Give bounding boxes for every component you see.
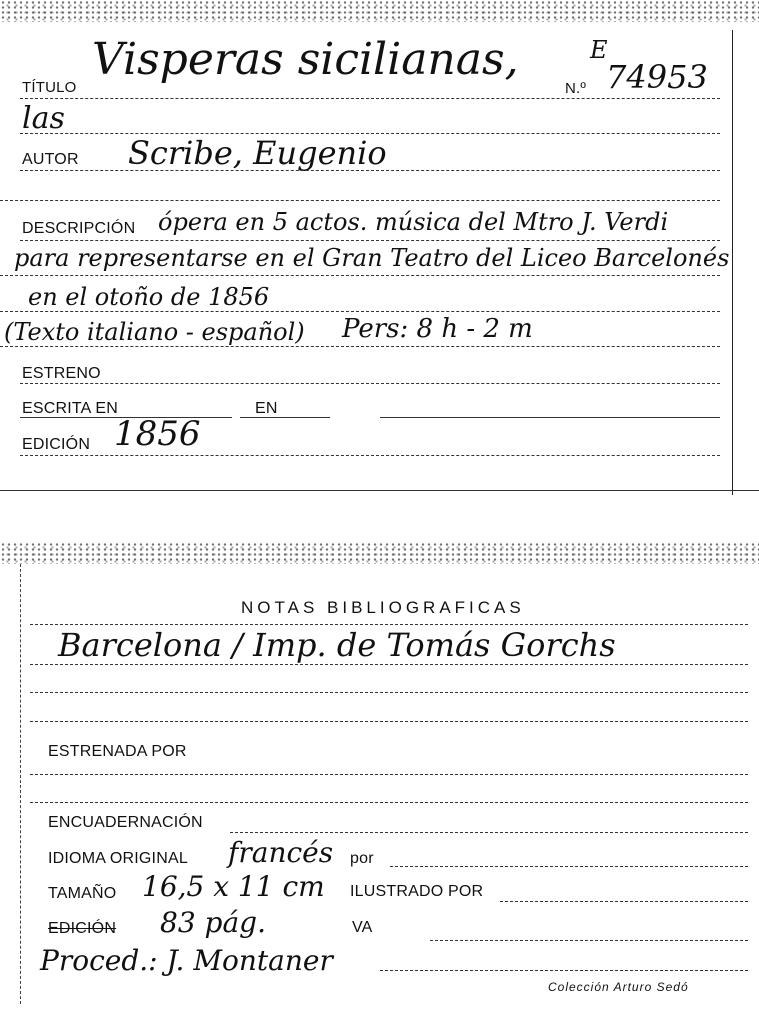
descripcion-rule-3 — [0, 311, 720, 312]
titulo-label: TÍTULO — [22, 79, 77, 96]
card-bottom-edge — [0, 490, 759, 491]
tamano-label: TAMAÑO — [48, 885, 117, 902]
edicion-value: 1856 — [114, 414, 201, 454]
en-rule — [240, 417, 330, 418]
notas-rule-4 — [30, 721, 748, 722]
estrenada-rule-2 — [30, 802, 748, 803]
idioma-value: francés — [228, 836, 334, 869]
number-prefix: E — [590, 36, 608, 64]
edicion-rule — [20, 455, 720, 456]
idioma-rule — [390, 866, 748, 867]
descripcion-rule-4 — [0, 346, 720, 347]
proced-value: Proced.: J. Montaner — [40, 944, 333, 977]
encuadernacion-rule — [230, 832, 748, 833]
en-rule-2 — [380, 417, 720, 418]
proced-rule — [380, 970, 748, 971]
descripcion-rule-1 — [20, 240, 720, 241]
descripcion-rule-2 — [0, 275, 720, 276]
edicion-label: EDICIÓN — [22, 436, 91, 453]
autor-rule — [20, 170, 720, 171]
catalog-card-front — [0, 0, 759, 495]
notas-rule-3 — [30, 692, 748, 693]
idioma-label: IDIOMA ORIGINAL — [48, 850, 188, 867]
descripcion-line-4: (Texto italiano - español) — [4, 318, 305, 346]
collection-credit: Colección Arturo Sedó — [548, 980, 689, 994]
tamano-value: 16,5 x 11 cm — [142, 870, 325, 903]
scan-noise-back-top — [0, 542, 759, 564]
titulo-line2: las — [22, 101, 65, 136]
catalog-card-back — [0, 540, 759, 1028]
scan-noise-top — [0, 0, 759, 22]
estrenada-label: ESTRENADA POR — [48, 743, 187, 760]
edicion-back-label: EDICIÓN — [48, 920, 117, 937]
escrita-en-label: ESCRITA EN — [22, 400, 118, 417]
titulo-rule — [20, 98, 720, 99]
descripcion-line-2: para representarse en el Gran Teatro del Liceo Barcelonés — [14, 244, 730, 272]
estreno-rule — [20, 383, 720, 384]
card-right-edge — [732, 30, 733, 495]
va-label: VA — [352, 919, 373, 936]
notas-rule-1 — [30, 624, 748, 625]
por-label: por — [350, 850, 374, 867]
autor-rule-2 — [0, 200, 720, 201]
number-value: 74953 — [606, 58, 708, 96]
card-left-edge — [20, 564, 21, 1004]
encuadernacion-label: ENCUADERNACIÓN — [48, 814, 203, 831]
tamano-rule — [500, 901, 748, 902]
en-label: EN — [255, 400, 278, 417]
edicion-back-value: 83 pág. — [160, 906, 266, 939]
personajes-value: Pers: 8 h - 2 m — [342, 314, 533, 344]
titulo-value: Visperas sicilianas, — [92, 34, 519, 85]
autor-value: Scribe, Eugenio — [128, 134, 387, 172]
ilustrado-label: ILUSTRADO POR — [350, 883, 484, 900]
descripcion-line-3: en el otoño de 1856 — [28, 283, 270, 311]
notas-value: Barcelona / Imp. de Tomás Gorchs — [58, 626, 616, 664]
estreno-label: ESTRENO — [22, 365, 101, 382]
edicion-back-rule — [430, 940, 748, 941]
estrenada-rule — [30, 774, 748, 775]
descripcion-line-1: ópera en 5 actos. música del Mtro J. Verdi — [158, 208, 669, 236]
descripcion-label: DESCRIPCIÓN — [22, 220, 136, 237]
notas-title: NOTAS BIBLIOGRAFICAS — [241, 598, 525, 617]
number-label: N.º — [565, 80, 587, 97]
autor-label: AUTOR — [22, 151, 79, 168]
notas-rule-2 — [30, 664, 748, 665]
